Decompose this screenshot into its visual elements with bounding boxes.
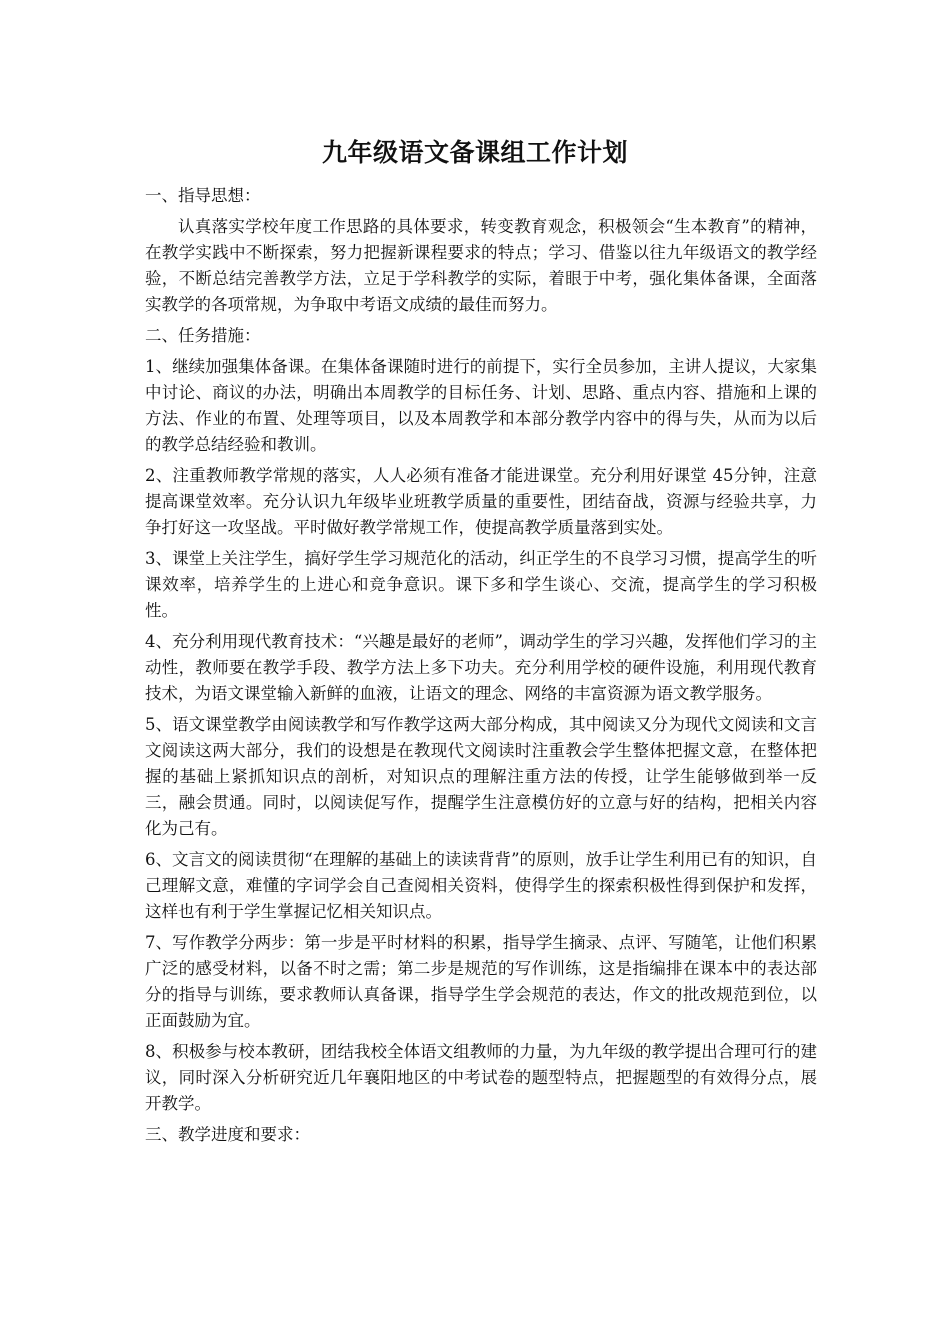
section-paragraph-guiding-ideology: 认真落实学校年度工作思路的具体要求，转变教育观念，积极领会“生本教育”的精神，在教学实践中不断探索，努力把握新课程要求的特点；学习、借鉴以往九年级语文的教学经验，不断总结完善教学方法，立足于学科教学的实际，着眼于中考，强化集体备课，全面落实教学的各项常规，为争取中考语文成绩的最佳而努力。 (145, 217, 817, 314)
document-title: 九年级语文备课组工作计划 (321, 138, 628, 167)
list-item-4: 4、充分利用现代教育技术：“兴趣是最好的老师”，调动学生的学习兴趣，发挥他们学习的主动性，教师要在教学手段、教学方法上多下功夫。充分利用学校的硬件设施，利用现代教育技术，为语文课堂输入新鲜的血液，让语文的理念、网络的丰富资源为语文教学服务。 (145, 632, 817, 703)
list-item-7: 7、写作教学分两步：第一步是平时材料的积累，指导学生摘录、点评、写随笔，让他们积累广泛的感受材料，以备不时之需；第二步是规范的写作训练，这是指编排在课本中的表达部分的指导与训练，要求教师认真备课，指导学生学会规范的表达，作文的批改规范到位，以正面鼓励为宜。 (145, 933, 817, 1030)
list-item-1: 1、继续加强集体备课。在集体备课随时进行的前提下，实行全员参加，主讲人提议，大家集中讨论、商议的办法，明确出本周教学的目标任务、计划、思路、重点内容、措施和上课的方法、作业的布置、处理等项目，以及本周教学和本部分教学内容中的得与失，从而为以后的教学总结经验和教训。 (145, 357, 817, 454)
list-item-2: 2、注重教师教学常规的落实，人人必须有准备才能进课堂。充分利用好课堂 45分钟，注意提高课堂效率。充分认识九年级毕业班教学质量的重要性，团结奋战，资源与经验共享，力争打好这一攻坚战。平时做好教学常规工作，使提高教学质量落到实处。 (145, 466, 817, 537)
document-body (145, 183, 817, 1153)
section-heading-tasks-measures: 二、任务措施： (145, 326, 261, 345)
section-heading-progress-requirements: 三、教学进度和要求： (145, 1125, 310, 1144)
list-item-6: 6、文言文的阅读贯彻“在理解的基础上的读读背背”的原则，放手让学生利用已有的知识，自己理解文意，难懂的字词学会自己查阅相关资料，使得学生的探索积极性得到保护和发挥，这样也有利于学生掌握记忆相关知识点。 (145, 850, 817, 921)
list-item-3: 3、课堂上关注学生，搞好学生学习规范化的活动，纠正学生的不良学习习惯，提高学生的听课效率，培养学生的上进心和竞争意识。课下多和学生谈心、交流，提高学生的学习积极性。 (145, 549, 817, 620)
list-item-8: 8、积极参与校本教研，团结我校全体语文组教师的力量，为九年级的教学提出合理可行的建议，同时深入分析研究近几年襄阳地区的中考试卷的题型特点，把握题型的有效得分点，展开教学。 (145, 1042, 817, 1113)
section-heading-guiding-ideology: 一、指导思想： (145, 186, 261, 205)
list-item-5: 5、语文课堂教学由阅读教学和写作教学这两大部分构成，其中阅读又分为现代文阅读和文言文阅读这两大部分，我们的设想是在教现代文阅读时注重教会学生整体把握文意，在整体把握的基础上紧抓知识点的剖析，对知识点的理解注重方法的传授，让学生能够做到举一反三，融会贯通。同时，以阅读促写作，提醒学生注意模仿好的立意与好的结构，把相关内容化为己有。 (145, 715, 817, 838)
